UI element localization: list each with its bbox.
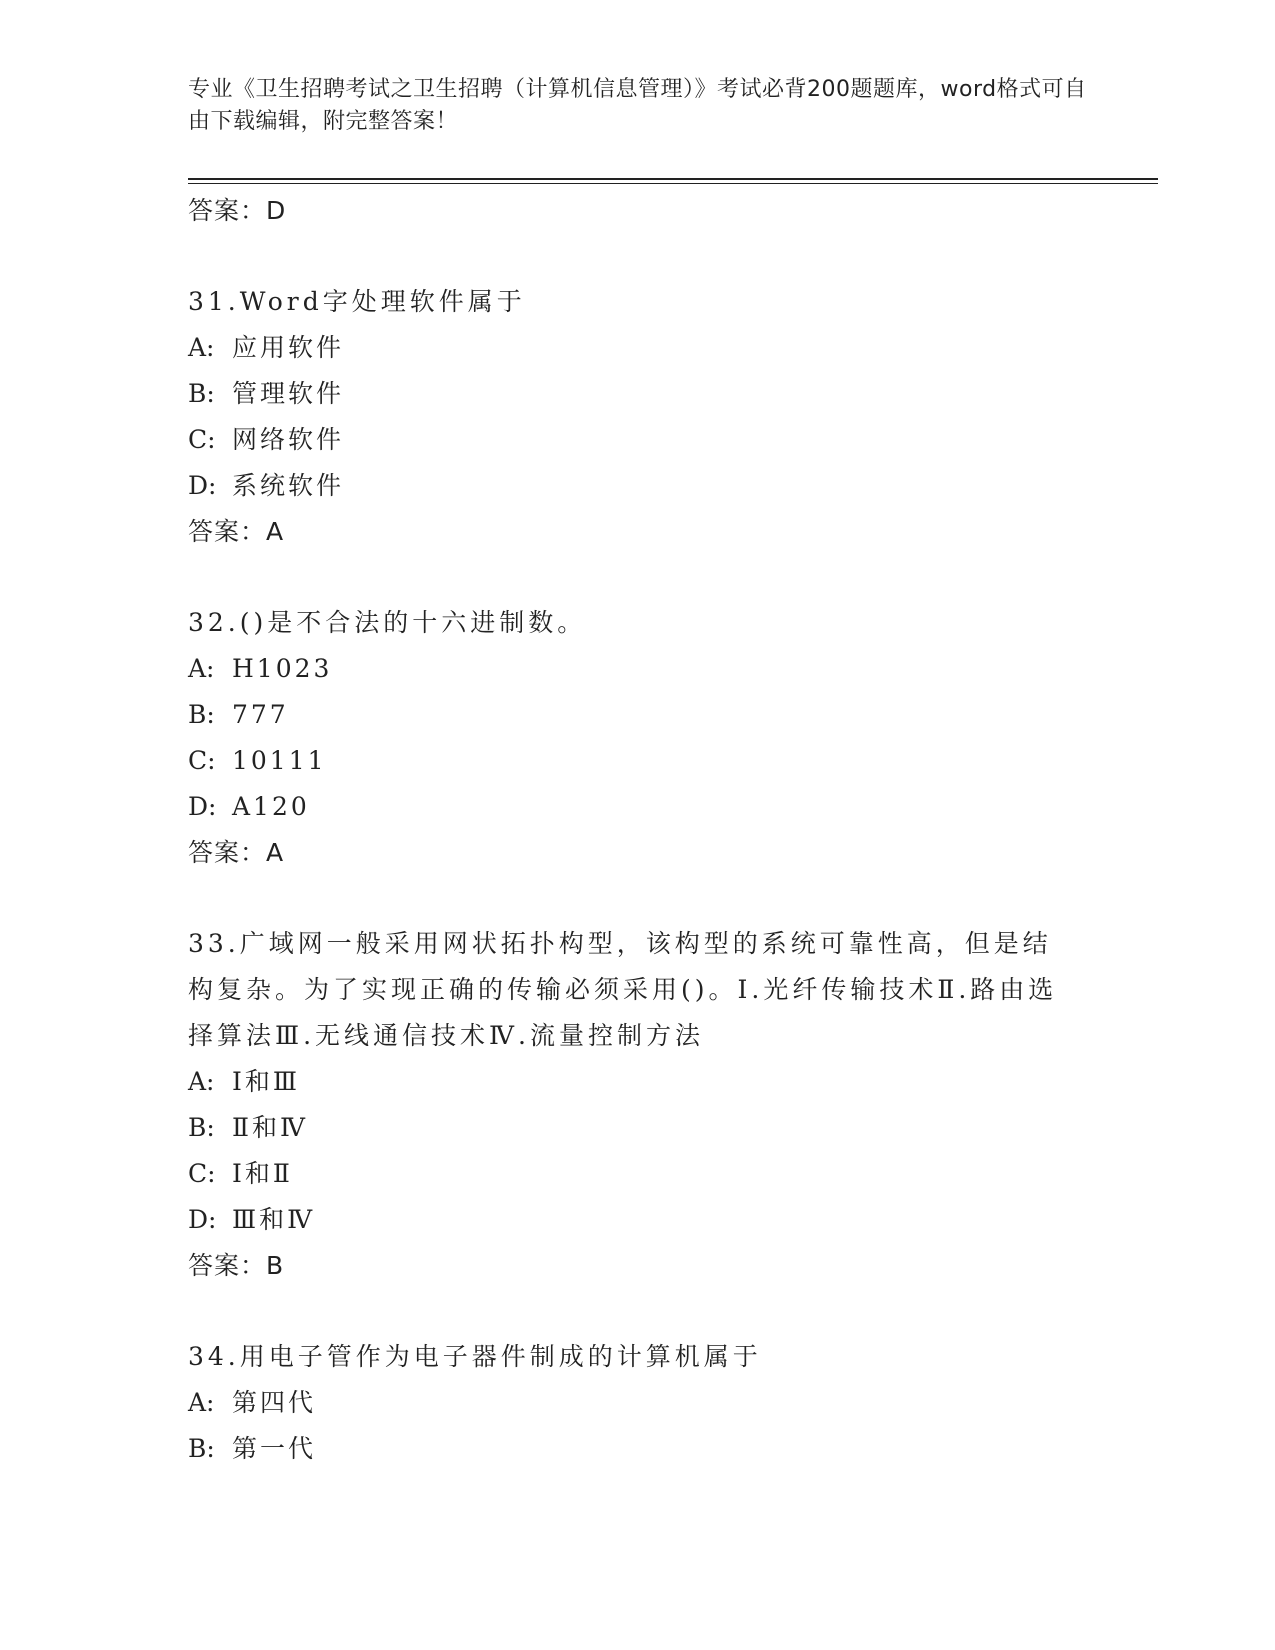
option-text: Ⅰ和Ⅱ [232,1159,293,1188]
option-text: A120 [232,792,310,821]
option-b [188,371,1088,417]
answer-line: 答案：B [188,1251,285,1280]
option-text: 应用软件 [232,333,345,362]
option-key: D: [188,792,217,821]
option-a [188,1059,1088,1105]
option-c [188,417,1088,463]
answer-line: 答案：A [188,517,285,546]
option-text: 第四代 [232,1388,317,1417]
question-34 [188,1334,1088,1472]
option-key: D: [188,1205,217,1234]
option-key: B: [188,1113,215,1142]
option-key: A: [188,333,215,362]
option-b [188,1105,1088,1151]
spacer [188,555,1088,600]
spacer [188,234,1088,279]
page-header: 专业《卫生招聘考试之卫生招聘（计算机信息管理）》考试必背200题题库，word格式可自由下载编辑，附完整答案！ [188,77,1087,134]
option-key: A: [188,654,215,683]
option-c [188,1151,1088,1197]
option-key: A: [188,1067,215,1096]
option-b [188,1426,1088,1472]
option-text: 管理软件 [232,379,345,408]
option-text: 网络软件 [232,425,345,454]
spacer [188,1289,1088,1334]
option-d [188,784,1088,830]
option-text: H1023 [232,654,333,683]
question-33 [188,921,1088,1289]
header-divider [188,178,1158,180]
option-key: B: [188,379,215,408]
answer-line: 答案：A [188,838,285,867]
option-text: 第一代 [232,1434,317,1463]
question-stem: 31.Word字处理软件属于 [188,287,526,316]
spacer [188,876,1088,921]
question-32 [188,600,1088,876]
question-list [188,188,1088,1472]
option-a [188,325,1088,371]
option-d [188,463,1088,509]
option-d [188,1197,1088,1243]
question-stem: 32.()是不合法的十六进制数。 [188,608,587,637]
option-key: B: [188,1434,215,1463]
option-c [188,738,1088,784]
option-text: 系统软件 [232,471,345,500]
option-key: A: [188,1388,215,1417]
option-b [188,692,1088,738]
option-key: C: [188,425,216,454]
header-divider-thin [188,183,1158,184]
option-a [188,1380,1088,1426]
question-stem: 33.广域网一般采用网状拓扑构型，该构型的系统可靠性高，但是结构复杂。为了实现正确的传输必须采用()。Ⅰ.光纤传输技术Ⅱ.路由选择算法Ⅲ.无线通信技术Ⅳ.流量控制方法 [188,929,1058,1050]
option-key: C: [188,1159,216,1188]
option-key: D: [188,471,217,500]
option-text: 777 [232,700,289,729]
answer-line: 答案：D [188,196,287,225]
option-text: Ⅱ和Ⅳ [232,1113,308,1142]
question-stem: 34.用电子管作为电子器件制成的计算机属于 [188,1342,762,1371]
option-text: Ⅲ和Ⅳ [232,1205,316,1234]
option-text: 10111 [232,746,327,775]
option-key: B: [188,700,215,729]
option-text: Ⅰ和Ⅲ [232,1067,300,1096]
question-31 [188,279,1088,555]
option-key: C: [188,746,216,775]
option-a [188,646,1088,692]
